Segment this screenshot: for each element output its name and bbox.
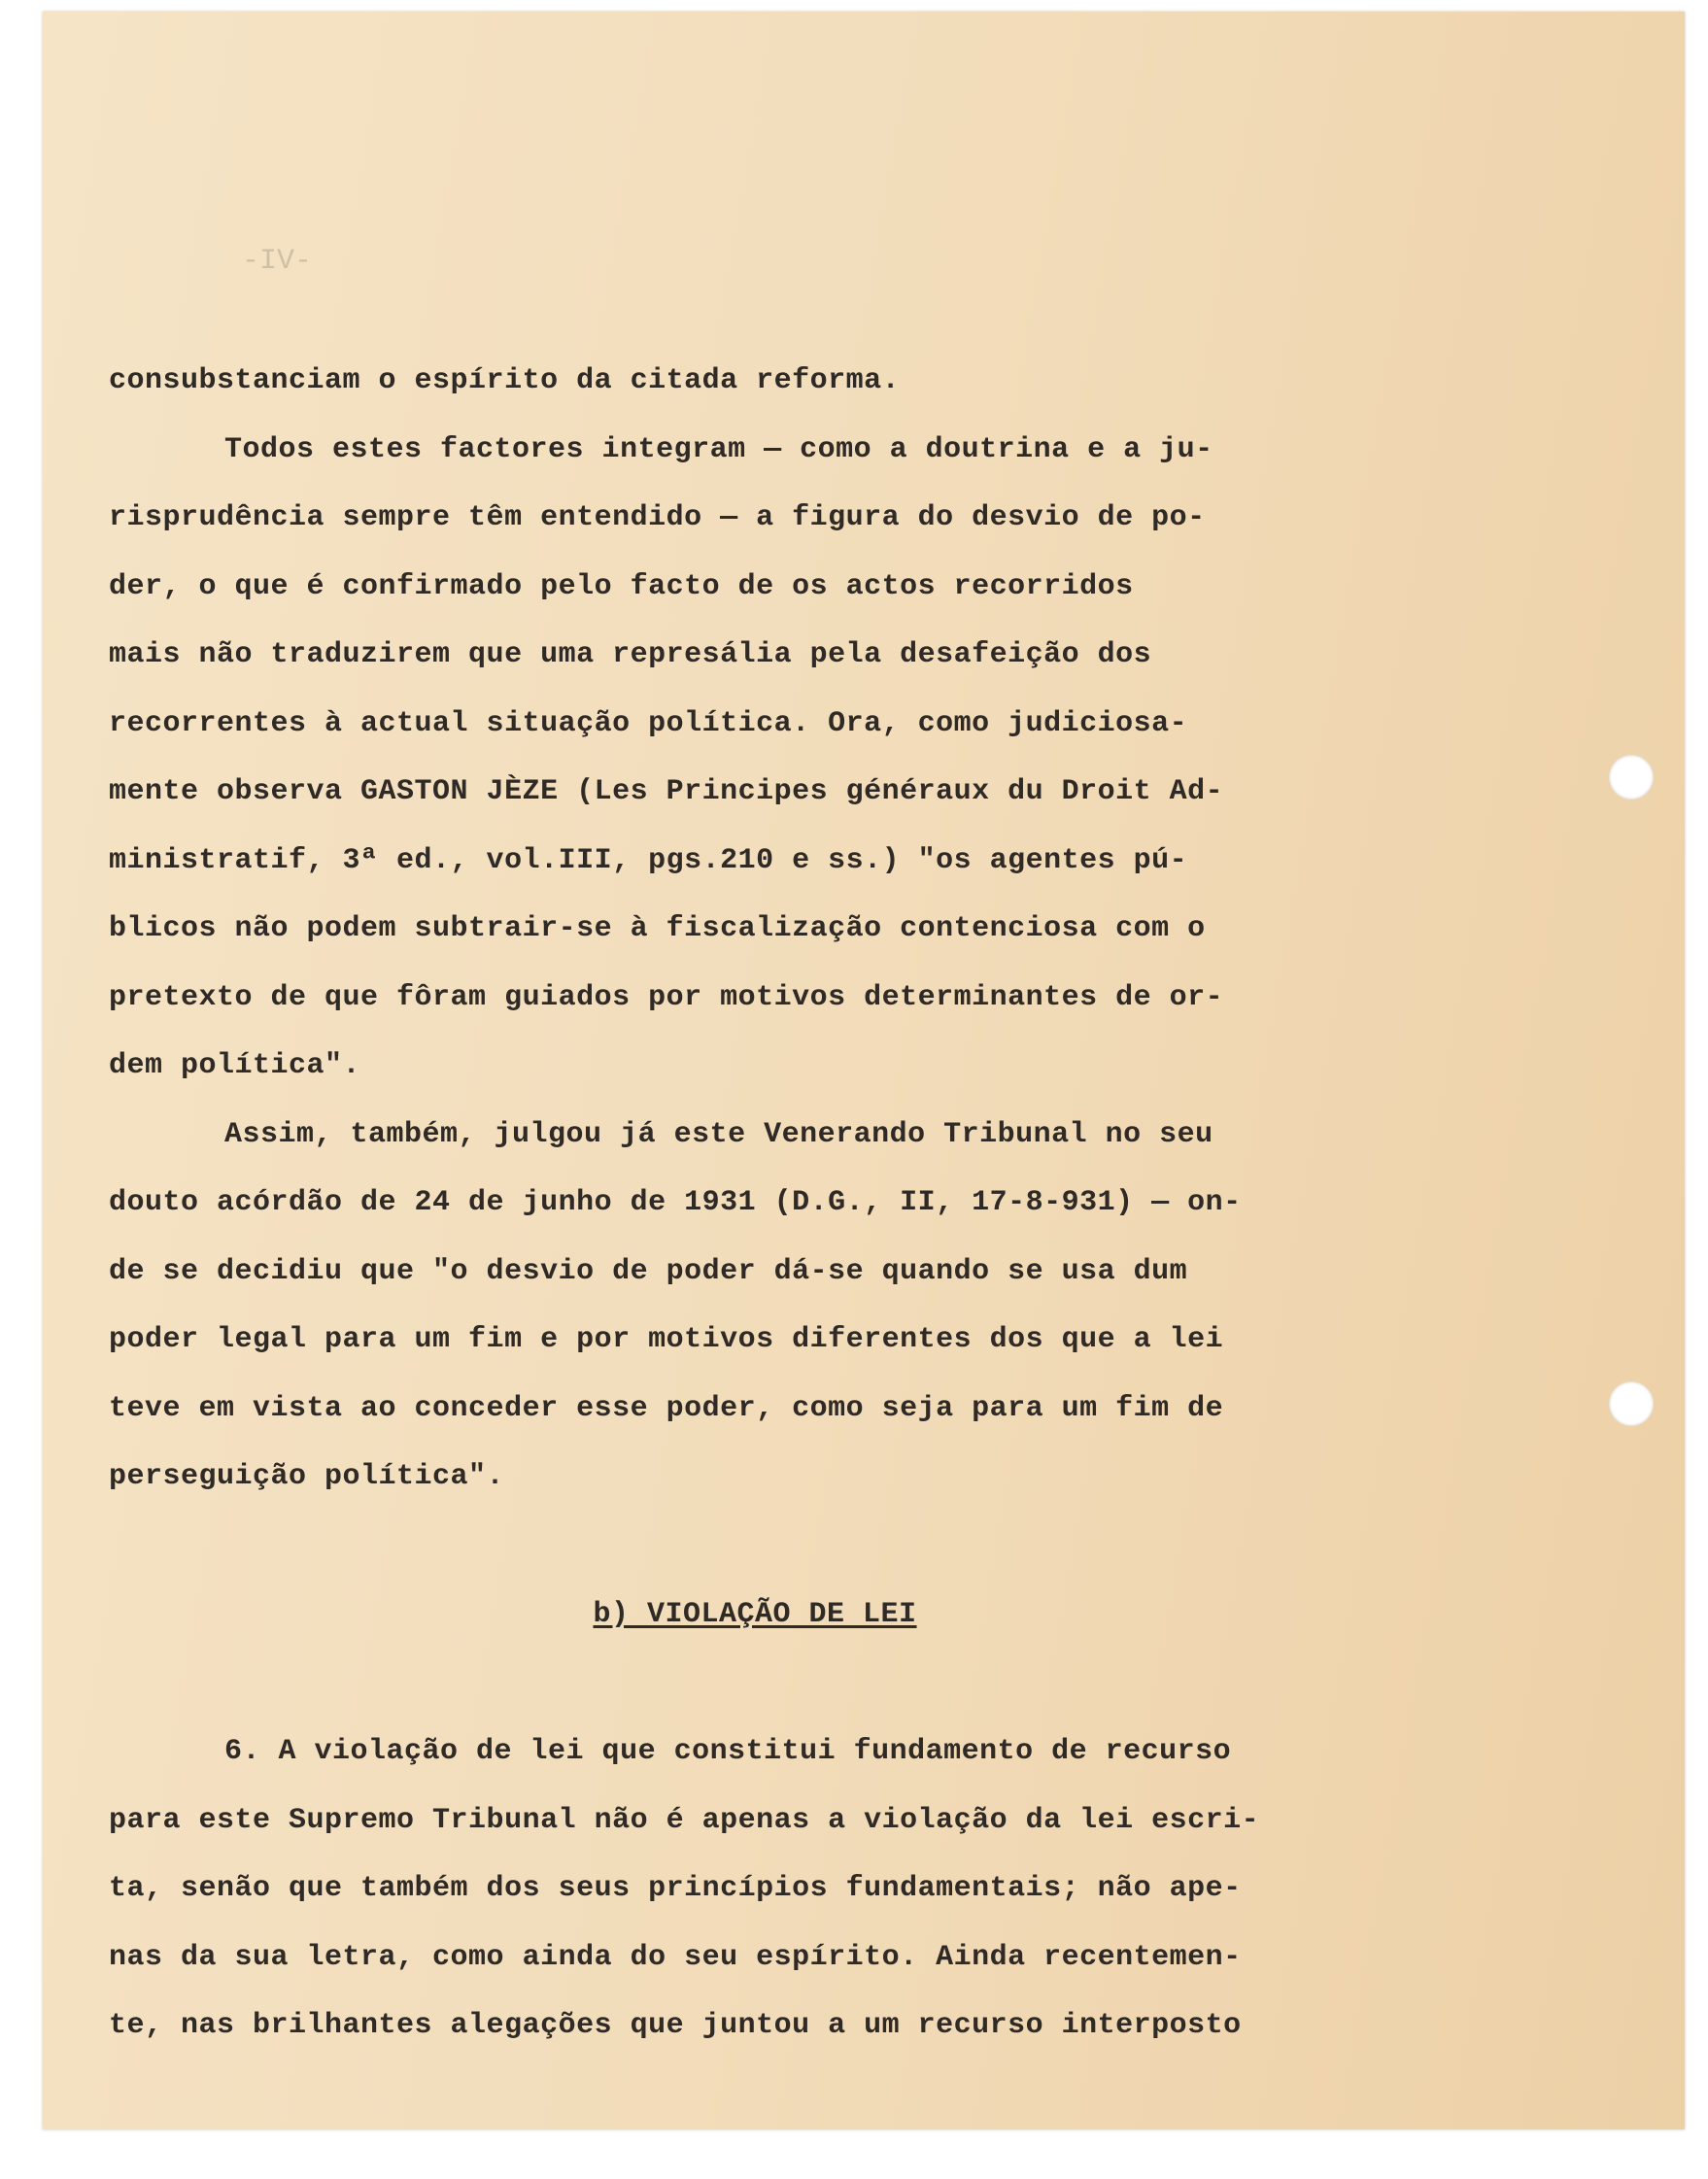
text-line: te, nas brilhantes alegações que juntou a um recurso interposto [109, 2009, 1242, 2042]
text-line: perseguição política". [109, 1460, 505, 1493]
text-line: douto acórdão de 24 de junho de 1931 (D.G., II, 17-8-931) — on- [109, 1186, 1242, 1219]
document-page [43, 12, 1685, 2129]
text-line: ta, senão que também dos seus princípios fundamentais; não ape- [109, 1872, 1242, 1905]
text-line: Assim, também, julgou já este Venerando Tribunal no seu [224, 1117, 1213, 1151]
text-line: blicos não podem subtrair-se à fiscalização contenciosa com o [109, 912, 1206, 945]
text-line: mente observa GASTON JÈZE (Les Principes généraux du Droit Ad- [109, 775, 1224, 808]
text-line: dem política". [109, 1049, 361, 1082]
text-line: Todos estes factores integram — como a doutrina e a ju- [224, 432, 1213, 466]
text-line: der, o que é confirmado pelo facto de os actos recorridos [109, 569, 1134, 603]
text-line: consubstanciam o espírito da citada reforma. [109, 364, 901, 397]
spacer [109, 1658, 1333, 1727]
text-line: mais não traduzirem que uma represália pela desafeição dos [109, 638, 1152, 671]
text-line: recorrentes à actual situação política. Ora, como judiciosa- [109, 706, 1188, 740]
text-line: de se decidiu que "o desvio de poder dá-se quando se usa dum [109, 1254, 1188, 1288]
text-line: para este Supremo Tribunal não é apenas a violação da lei escri- [109, 1803, 1260, 1837]
text-line: teve em vista ao conceder esse poder, como seja para um fim de [109, 1391, 1224, 1425]
spacer [109, 1521, 1333, 1590]
text-line: pretexto de que fôram guiados por motivos determinantes de or- [109, 980, 1224, 1014]
binder-hole [1609, 1381, 1654, 1426]
text-line: risprudência sempre têm entendido — a figura do desvio de po- [109, 501, 1206, 534]
binder-hole [1609, 755, 1654, 800]
section-heading-text: b) VIOLAÇÃO DE LEI [593, 1597, 917, 1631]
text-line: poder legal para um fim e por motivos diferentes dos que a lei [109, 1323, 1224, 1356]
body-text [109, 357, 1333, 2070]
text-line: nas da sua letra, como ainda do seu espírito. Ainda recentemen- [109, 1940, 1242, 1974]
section-heading [109, 1590, 1333, 1659]
page-number: -IV- [242, 245, 313, 278]
text-line: 6. A violação de lei que constitui fundamento de recurso [224, 1735, 1232, 1768]
text-line: ministratif, 3ª ed., vol.III, pgs.210 e ss.) "os agentes pú- [109, 843, 1188, 877]
